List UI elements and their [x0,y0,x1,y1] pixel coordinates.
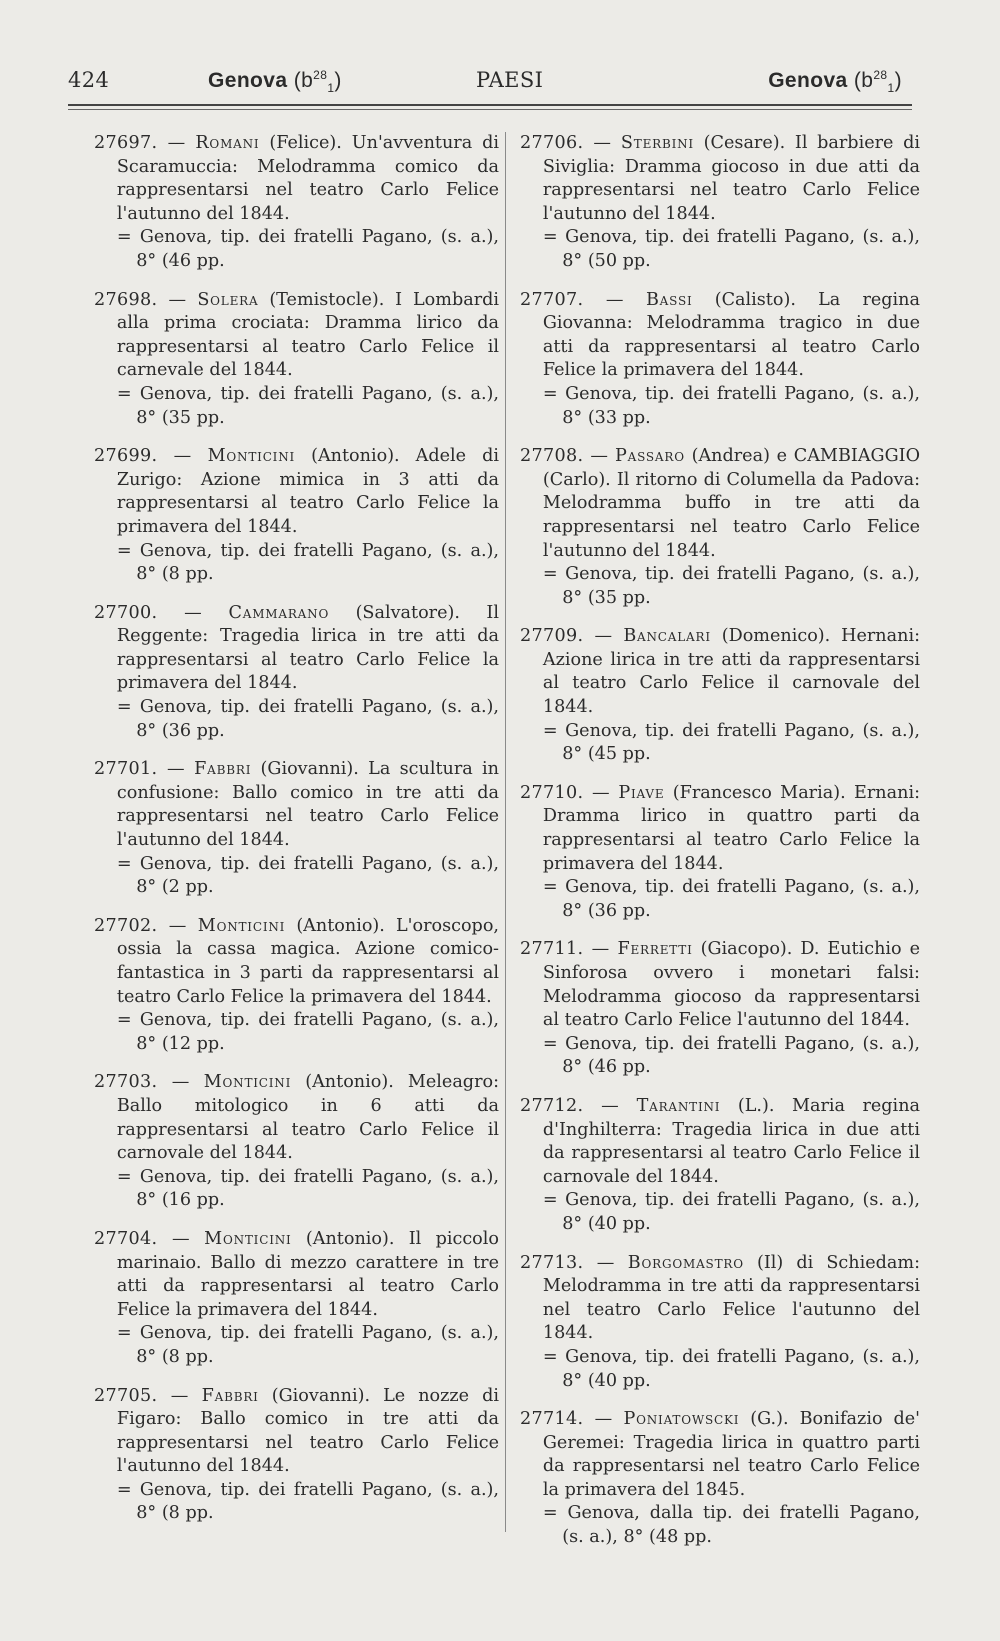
entry-author: Ferretti [617,939,693,960]
entry-author: Borgomastro [627,1252,744,1273]
entry-description: (Felice). Un'avventura di Scaramuccia: Melodramma comico da rappresentarsi nel teatro Carlo Felice l'autunno del 1844. [116,133,500,224]
catalog-entry [94,1071,499,1213]
catalog-entry [94,602,499,744]
entry-author: Bancalari [623,626,711,647]
catalog-entry [94,1385,499,1527]
entry-number: 27703. — [94,1072,190,1093]
entry-author: Monticini [204,1228,292,1249]
entry-imprint: = Genova, tip. dei fratelli Pagano, (s. a.), 8° (16 pp. [116,1166,499,1211]
catalog-entry [520,938,920,1080]
catalog-entry [94,132,499,274]
entry-imprint: = Genova, tip. dei fratelli Pagano, (s. a.), 8° (8 pp. [116,1479,499,1524]
entry-description: (Cesare). Il barbiere di Siviglia: Dramma giocoso in due atti da rappresentarsi nel teatro Carlo Felice l'autunno del 1844. [542,133,920,224]
entry-body [520,1408,921,1502]
entry-number: 27708. — [520,446,609,467]
running-title-left [208,68,342,95]
catalog-entry [94,1228,499,1370]
entry-body [94,915,500,1009]
entry-author: Poniatowscki [623,1409,740,1430]
entry-imprint: = Genova, tip. dei fratelli Pagano, (s. a.), 8° (50 pp. [542,227,920,271]
entry-description: (Andrea) e CAMBIAGGIO (Carlo). Il ritorno di Columella da Padova: Melodramma buffo in tre atti da rappresentarsi nel teatro Carlo Felice l'autunno del 1844. [542,446,921,561]
catalog-entry [520,625,920,767]
left-column [94,132,499,1541]
code-sub: 1 [887,81,895,96]
entry-number: 27713. — [520,1252,615,1273]
catalog-entry [520,445,920,610]
entry-number: 27705. — [94,1385,189,1406]
catalog-entry [94,445,499,587]
entry-description: (Calisto). La regina Giovanna: Melodramma tragico in due atti da rappresentarsi al teatro Carlo Felice la primavera del 1844. [542,289,920,381]
entry-description: (Antonio). L'oroscopo, ossia la cassa magica. Azione comico-fantastica in 3 parti da rappresentarsi al teatro Carlo Felice la primavera del 1844. [116,915,500,1007]
entry-body [520,289,920,383]
entry-description: (Giovanni). La scultura in confusione: Ballo comico in tre atti da rappresentarsi nel teatro Carlo Felice l'autunno del 1844. [116,759,500,851]
page-number: 424 [68,68,110,92]
entry-imprint: = Genova, tip. dei fratelli Pagano, (s. a.), 8° (35 pp. [116,383,499,428]
entry-author: Cammarano [228,602,330,623]
entry-imprint: = Genova, tip. dei fratelli Pagano, (s. a.), 8° (46 pp. [116,227,499,271]
entry-author: Solera [197,289,259,310]
entry-number: 27707. — [520,289,624,310]
right-column [520,132,920,1565]
entry-author: Tarantini [636,1095,721,1116]
entry-author: Passaro [615,446,685,467]
entry-number: 27699. — [94,446,192,467]
running-header [68,64,912,108]
header-rule [68,104,912,106]
entry-description: (G.). Bonifazio de' Geremei: Tragedia lirica in quattro parti da rappresentarsi nel teatro Carlo Felice la primavera del 1845. [542,1409,921,1500]
entry-number: 27704. — [94,1228,190,1249]
entry-imprint: = Genova, tip. dei fratelli Pagano, (s. a.), 8° (33 pp. [542,383,920,428]
catalog-entry [520,1095,920,1237]
entry-imprint: = Genova, tip. dei fratelli Pagano, (s. a.), 8° (36 pp. [542,877,920,921]
entry-body [520,1252,921,1346]
entry-description: (Francesco Maria). Ernani: Dramma lirico in quattro parti da rappresentarsi al teatro Carlo Felice la primavera del 1844. [542,782,920,874]
entry-number: 27698. — [94,289,187,310]
entry-body [520,445,921,563]
running-title-left-code [293,68,342,96]
entry-description: (Giovanni). Le nozze di Figaro: Ballo comico in tre atti da rappresentarsi nel teatro Carlo Felice l'autunno del 1844. [116,1385,500,1477]
entry-number: 27714. — [520,1409,613,1430]
entry-author: Fabbri [201,1385,259,1406]
entry-body [520,938,920,1032]
entry-number: 27702. — [94,915,187,936]
entry-author: Bassi [645,289,693,310]
entry-imprint: = Genova, tip. dei fratelli Pagano, (s. a.), 8° (2 pp. [116,853,499,898]
entry-author: Monticini [207,446,296,467]
catalog-entry [94,289,499,431]
header-rule-thin [68,109,912,110]
entry-number: 27710. — [520,782,610,803]
code-sup: 28 [873,68,888,82]
running-title-right [768,68,902,95]
entry-number: 27706. — [520,133,612,153]
entry-description: (L.). Maria regina d'Inghilterra: Tragedia lirica in due atti da rappresentarsi al teatro Carlo Felice il carnovale del 1844. [542,1095,921,1187]
running-title-left-text: Genova [208,69,288,92]
entry-imprint: = Genova, tip. dei fratelli Pagano, (s. a.), 8° (36 pp. [116,697,499,741]
entry-body [94,132,500,226]
code-prefix: (b [293,69,314,92]
entry-body [520,132,920,226]
code-close: ) [894,69,902,92]
entry-body [94,445,499,539]
catalog-entry [94,758,499,900]
entry-imprint: = Genova, tip. dei fratelli Pagano, (s. a.), 8° (46 pp. [542,1033,920,1078]
code-sup: 28 [313,68,328,82]
entry-description: (Il) di Schiedam: Melodramma in tre atti da rappresentarsi nel teatro Carlo Felice l'autunno del 1844. [542,1252,921,1344]
entry-description: (Salvatore). Il Reggente: Tragedia lirica in tre atti da rappresentarsi al teatro Carlo Felice la primavera del 1844. [116,602,500,694]
entry-number: 27711. — [520,939,610,960]
entry-imprint: = Genova, tip. dei fratelli Pagano, (s. a.), 8° (45 pp. [542,720,920,765]
running-title-right-code [853,68,902,96]
entry-number: 27697. — [94,133,186,153]
entry-description: (Antonio). Meleagro: Ballo mitologico in 6 atti da rappresentarsi al teatro Carlo Felice il carnovale del 1844. [116,1072,499,1164]
column-divider [505,132,506,1532]
running-title-right-text: Genova [768,69,848,92]
entry-description: (Temistocle). I Lombardi alla prima crociata: Dramma lirico da rappresentarsi al teatro Carlo Felice il carnevale del 1844. [116,289,500,381]
catalog-entry [520,1408,920,1550]
entry-author: Fabbri [194,759,252,780]
entry-body [520,1095,921,1189]
entry-imprint: = Genova, tip. dei fratelli Pagano, (s. a.), 8° (35 pp. [542,564,920,608]
entry-body [94,1228,499,1322]
running-section-title: PAESI [476,68,544,92]
entry-number: 27700. — [94,602,203,623]
entry-body [94,602,500,696]
entry-author: Monticini [203,1072,292,1093]
entry-imprint: = Genova, tip. dei fratelli Pagano, (s. a.), 8° (12 pp. [116,1010,499,1054]
entry-imprint: = Genova, tip. dei fratelli Pagano, (s. a.), 8° (40 pp. [542,1190,920,1234]
entry-description: (Antonio). Il piccolo marinaio. Ballo di mezzo carattere in tre atti da rappresentarsi al teatro Carlo Felice la primavera del 1844. [116,1228,499,1320]
catalog-entry [520,289,920,431]
code-sub: 1 [327,81,335,96]
entry-body [94,758,500,852]
entry-imprint: = Genova, tip. dei fratelli Pagano, (s. a.), 8° (8 pp. [116,540,499,585]
entry-body [94,1071,499,1165]
entry-body [94,1385,500,1479]
entry-author: Monticini [197,915,286,936]
entry-description: (Giacopo). D. Eutichio e Sinforosa ovvero i monetari falsi: Melodramma giocoso da rappresentarsi al teatro Carlo Felice l'autunno del 1844. [542,939,920,1031]
entry-description: (Domenico). Hernani: Azione lirica in tre atti da rappresentarsi al teatro Carlo Felice il carnovale del 1844. [542,626,921,718]
catalog-entry [520,132,920,274]
catalog-entry [520,782,920,924]
entry-number: 27712. — [520,1095,620,1116]
entry-body [520,782,920,876]
entry-imprint: = Genova, tip. dei fratelli Pagano, (s. a.), 8° (8 pp. [116,1323,499,1367]
catalog-entry [520,1252,920,1394]
entry-number: 27701. — [94,759,185,780]
entry-author: Sterbini [620,133,694,153]
entry-description: (Antonio). Adele di Zurigo: Azione mimica in 3 atti da rappresentarsi al teatro Carlo Felice la primavera del 1844. [116,446,499,537]
code-prefix: (b [853,69,874,92]
entry-number: 27709. — [520,626,613,647]
catalog-entry [94,915,499,1057]
code-close: ) [334,69,342,92]
entry-imprint: = Genova, dalla tip. dei fratelli Pagano, (s. a.), 8° (48 pp. [542,1503,920,1548]
entry-imprint: = Genova, tip. dei fratelli Pagano, (s. a.), 8° (40 pp. [542,1346,920,1391]
entry-author: Piave [618,782,665,803]
entry-body [94,289,500,383]
entry-body [520,625,921,719]
entry-author: Romani [195,133,260,153]
